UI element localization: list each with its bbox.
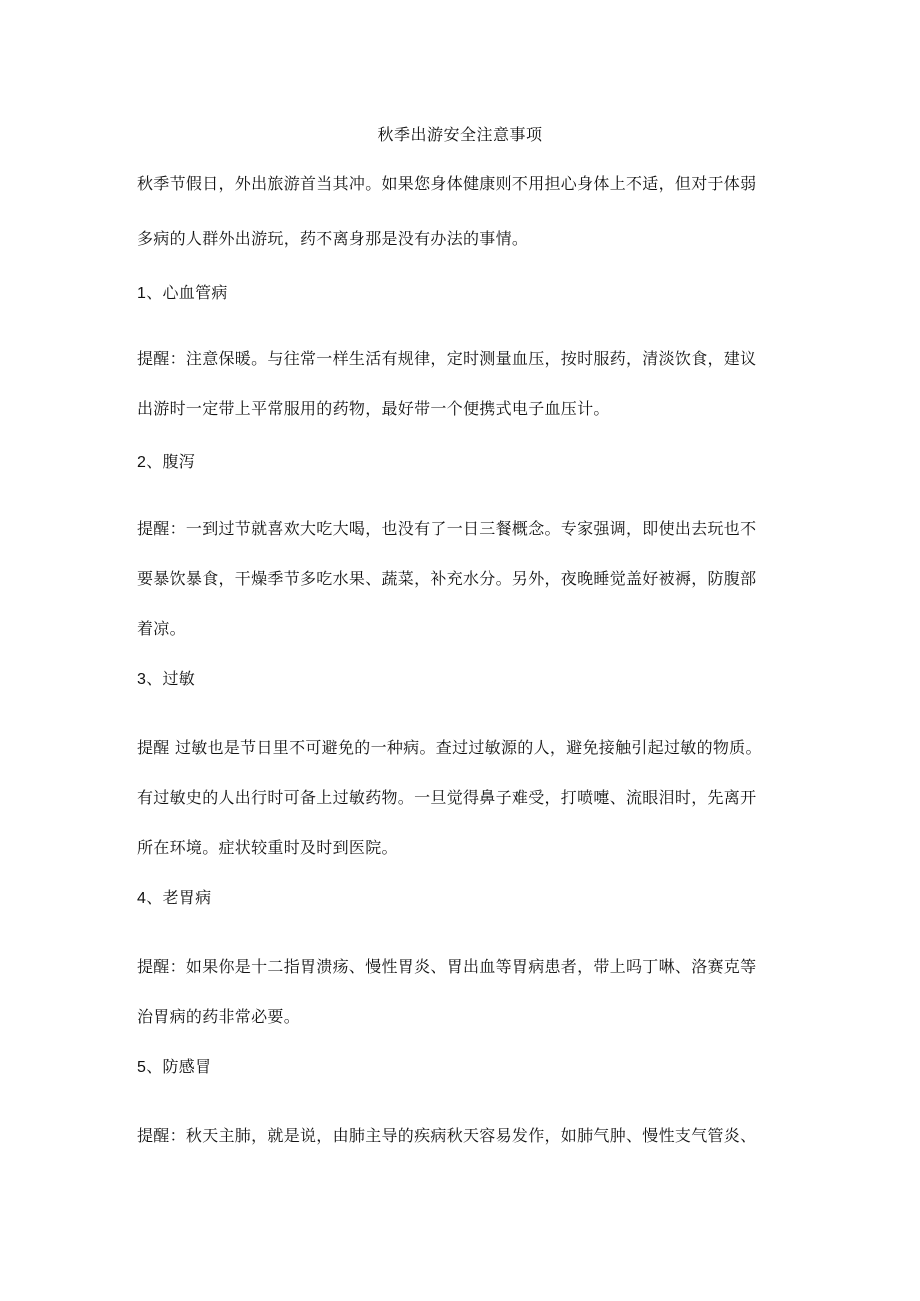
section-line: 要暴饮暴食，干燥季节多吃水果、蔬菜，补充水分。另外，夜晚睡觉盖好被褥，防腹部 xyxy=(137,569,757,588)
section-line: 出游时一定带上平常服用的药物，最好带一个便携式电子血压计。 xyxy=(137,399,610,418)
section-line: 有过敏史的人出行时可备上过敏药物。一旦觉得鼻子难受，打喷嚏、流眼泪时，先离开 xyxy=(137,788,757,807)
section-line: 治胃病的药非常必要。 xyxy=(137,1007,301,1026)
section-line: 提醒：一到过节就喜欢大吃大喝，也没有了一日三餐概念。专家强调，即使出去玩也不 xyxy=(137,519,757,538)
section-line: 所在环境。症状较重时及时到医院。 xyxy=(137,838,398,857)
document-title: 秋季出游安全注意事项 xyxy=(377,125,543,144)
section-line: 提醒：秋天主肺，就是说，由肺主导的疾病秋天容易发作，如肺气肿、慢性支气管炎、 xyxy=(137,1126,757,1145)
section-line: 提醒：如果你是十二指胃溃疡、慢性胃炎、胃出血等胃病患者，带上吗丁啉、洛赛克等 xyxy=(137,957,757,976)
section-line: 提醒：注意保暖。与往常一样生活有规律，定时测量血压，按时服药，清淡饮食，建议 xyxy=(137,349,757,368)
section-heading: 1、心血管病 xyxy=(137,285,228,302)
intro-line: 秋季节假日，外出旅游首当其冲。如果您身体健康则不用担心身体上不适，但对于体弱 xyxy=(137,174,757,193)
section-heading: 3、过敏 xyxy=(137,671,196,688)
section-line: 着凉。 xyxy=(137,619,186,638)
section-line: 提醒 过敏也是节日里不可避免的一种病。查过过敏源的人，避免接触引起过敏的物质。 xyxy=(137,738,762,757)
section-heading: 2、腹泻 xyxy=(137,454,196,471)
section-heading: 4、老胃病 xyxy=(137,890,212,907)
section-heading: 5、防感冒 xyxy=(137,1059,212,1076)
intro-line: 多病的人群外出游玩，药不离身那是没有办法的事情。 xyxy=(137,229,529,248)
